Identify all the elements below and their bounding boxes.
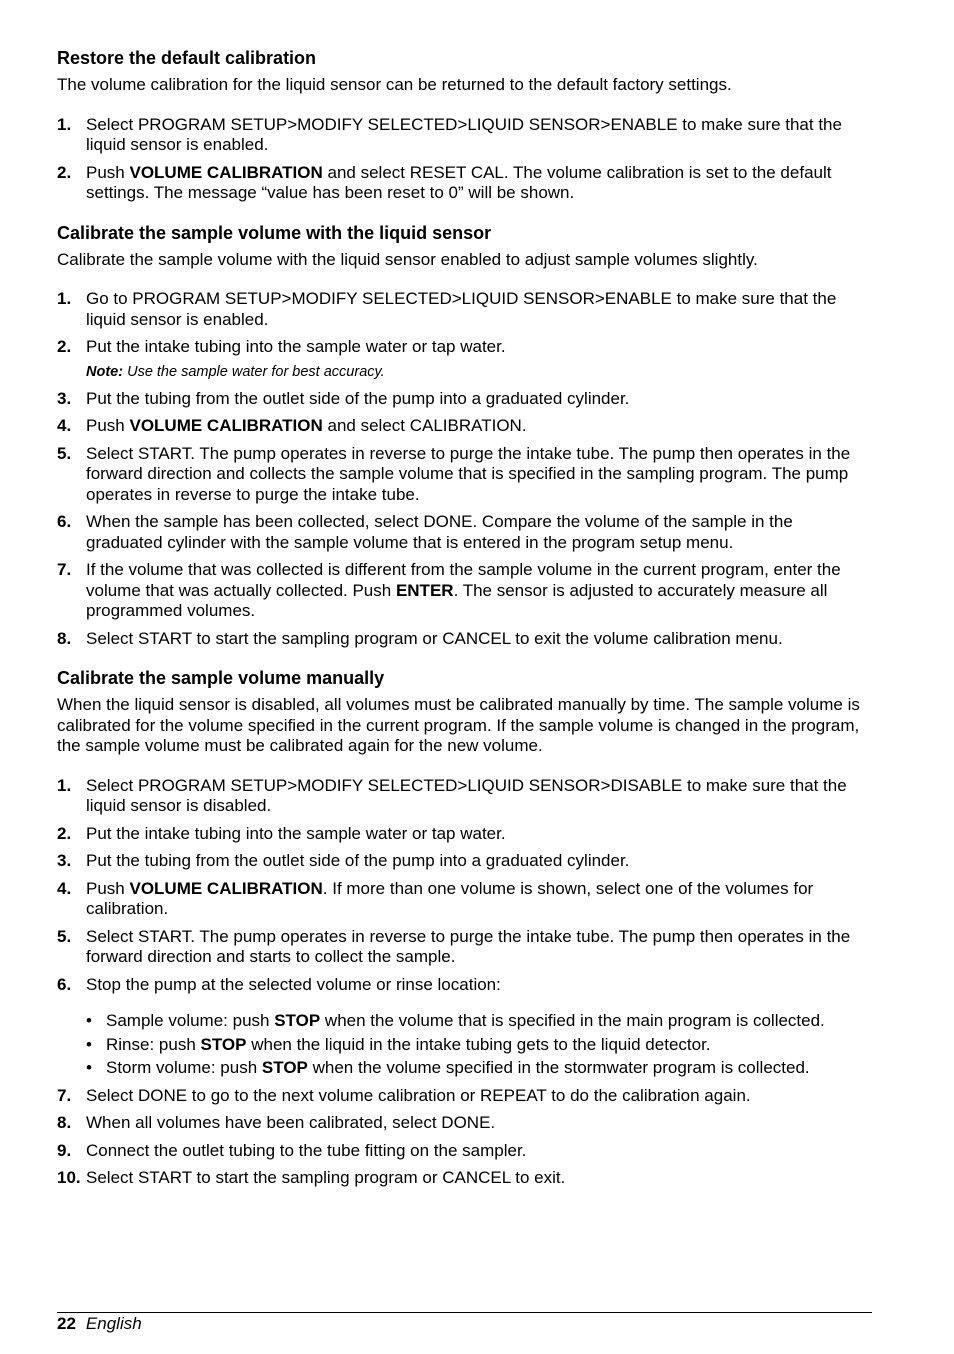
list-item — [57, 337, 873, 358]
step-text: Select START to start the sampling program or CANCEL to exit. — [86, 1168, 566, 1187]
step-number: 1. — [57, 114, 72, 134]
step-number: 5. — [57, 926, 72, 946]
section-intro: The volume calibration for the liquid sensor can be returned to the default factory settings. — [57, 75, 732, 94]
steps-list-restore — [57, 115, 873, 204]
step-text: Put the tubing from the outlet side of the pump into a graduated cylinder. — [86, 851, 630, 870]
key-label: ENTER — [395, 580, 454, 600]
section-intro: When the liquid sensor is disabled, all volumes must be calibrated manually by time. The sample volume is calibrated for the volume specified in the current program. If the sample volume is changed in the program, the sample volume must be calibrated again for the new volume. — [57, 695, 860, 755]
list-item — [57, 416, 873, 437]
bullet-text: when the volume that is specified in the main program is collected. — [320, 1011, 825, 1030]
bullet-item — [57, 1058, 873, 1079]
step-text: Select PROGRAM SETUP>MODIFY SELECTED>LIQUID SENSOR>DISABLE to make sure that the liquid sensor is disabled. — [86, 775, 847, 815]
step-text: Go to PROGRAM SETUP>MODIFY SELECTED>LIQUID SENSOR>ENABLE to make sure that the liquid sensor is enabled. — [86, 289, 837, 329]
step-number: 5. — [57, 443, 72, 463]
step-number: 2. — [57, 162, 72, 182]
step-number: 1. — [57, 775, 72, 795]
step-text: Push — [86, 162, 130, 182]
bullet-list — [57, 1011, 873, 1079]
step-text: Select PROGRAM SETUP>MODIFY SELECTED>LIQUID SENSOR>ENABLE to make sure that the liquid sensor is enabled. — [86, 114, 842, 154]
list-item — [57, 975, 873, 1079]
key-label: VOLUME CALIBRATION — [129, 162, 323, 182]
bullet-text: when the liquid in the intake tubing gets to the liquid detector. — [246, 1034, 711, 1054]
step-text: Connect the outlet tubing to the tube fitting on the sampler. — [86, 1140, 527, 1160]
step-text: Put the intake tubing into the sample water or tap water. — [86, 337, 506, 356]
step-number: 9. — [57, 1140, 72, 1160]
steps-list-manual — [57, 776, 873, 1189]
step-text: When all volumes have been calibrated, select DONE. — [86, 1113, 496, 1132]
bullet-icon: • — [86, 1011, 92, 1030]
step-text: . The sensor is adjusted to accurately measure all programmed volumes. — [86, 580, 828, 620]
step-text: If the volume that was collected is different from the sample volume in the current program, enter the volume that was actually collected. Push — [86, 560, 841, 600]
list-item — [57, 512, 873, 553]
step-number: 4. — [57, 416, 72, 435]
page-footer — [57, 1312, 872, 1335]
bullet-icon: • — [86, 1034, 92, 1054]
section-title-manual: Calibrate the sample volume manually — [57, 668, 385, 688]
bullet-text: Rinse: push — [106, 1034, 201, 1054]
step-number: 6. — [57, 512, 72, 531]
footer-language: English — [85, 1314, 142, 1333]
bullet-text: when the volume specified in the stormwater program is collected. — [307, 1058, 810, 1077]
step-number: 7. — [57, 1085, 72, 1105]
note — [57, 363, 873, 381]
bullet-item — [57, 1011, 873, 1032]
list-item — [57, 824, 873, 845]
step-number: 1. — [57, 289, 72, 308]
step-number: 10. — [57, 1168, 81, 1187]
note-text: Use the sample water for best accuracy. — [123, 363, 385, 380]
page-content — [57, 47, 873, 1207]
step-text: Select START to start the sampling program or CANCEL to exit the volume calibration menu. — [86, 628, 783, 648]
step-number: 7. — [57, 560, 72, 579]
step-text: Stop the pump at the selected volume or rinse location: — [86, 974, 501, 994]
step-number: 3. — [57, 851, 72, 870]
section-title-liquid-sensor: Calibrate the sample volume with the liquid sensor — [57, 222, 492, 243]
key-label: VOLUME CALIBRATION — [129, 878, 323, 898]
list-item — [57, 851, 873, 872]
list-item — [57, 560, 873, 622]
list-item — [57, 1141, 873, 1162]
note-label: Note: — [86, 363, 124, 380]
step-text: Push — [86, 416, 130, 435]
step-number: 6. — [57, 974, 72, 994]
key-label: VOLUME CALIBRATION — [129, 416, 323, 435]
step-number: 2. — [57, 823, 72, 843]
list-item — [57, 389, 873, 410]
key-label: STOP — [261, 1058, 308, 1077]
section-title-restore-default: Restore the default calibration — [57, 48, 317, 68]
list-item — [57, 1086, 873, 1107]
step-text: and select RESET CAL. The volume calibration is set to the default settings. The message “value has been reset to 0” will be shown. — [86, 162, 832, 202]
step-text: Select START. The pump operates in reverse to purge the intake tube. The pump then operates in the forward direction and starts to collect the sample. — [86, 926, 851, 966]
list-item — [57, 289, 873, 330]
step-text: When the sample has been collected, select DONE. Compare the volume of the sample in the graduated cylinder with the sample volume that is entered in the program setup menu. — [86, 512, 793, 552]
step-number: 2. — [57, 337, 72, 356]
list-item — [57, 629, 873, 650]
key-label: STOP — [200, 1034, 247, 1054]
section-intro: Calibrate the sample volume with the liquid sensor enabled to adjust sample volumes slightly. — [57, 249, 758, 269]
step-number: 8. — [57, 1113, 72, 1132]
step-text: Put the intake tubing into the sample water or tap water. — [86, 823, 506, 843]
bullet-text: Sample volume: push — [106, 1011, 275, 1030]
list-item — [57, 879, 873, 920]
steps-list-liquid-sensor — [57, 289, 873, 649]
list-item — [57, 444, 873, 506]
bullet-text: Storm volume: push — [106, 1058, 262, 1077]
step-text: Select DONE to go to the next volume calibration or REPEAT to do the calibration again. — [86, 1085, 751, 1105]
step-text: Push — [86, 878, 130, 898]
step-text: and select CALIBRATION. — [322, 416, 527, 435]
step-number: 8. — [57, 628, 72, 648]
list-item — [57, 1168, 873, 1189]
step-text: . If more than one volume is shown, select one of the volumes for calibration. — [86, 878, 814, 918]
list-item — [57, 927, 873, 968]
list-item — [57, 1113, 873, 1134]
bullet-icon: • — [86, 1058, 92, 1077]
step-number: 3. — [57, 388, 72, 408]
step-text: Select START. The pump operates in reverse to purge the intake tube. The pump then operates in the forward direction and collects the sample volume that is specified in the sampling program. The pump operates in reverse to purge the intake tube. — [86, 443, 851, 504]
list-item — [57, 115, 873, 156]
key-label: STOP — [274, 1011, 321, 1030]
step-text: Put the tubing from the outlet side of the pump into a graduated cylinder. — [86, 388, 630, 408]
page-number: 22 — [57, 1314, 76, 1333]
bullet-item — [57, 1035, 873, 1056]
list-item — [57, 776, 873, 817]
step-number: 4. — [57, 878, 72, 898]
list-item — [57, 163, 873, 204]
